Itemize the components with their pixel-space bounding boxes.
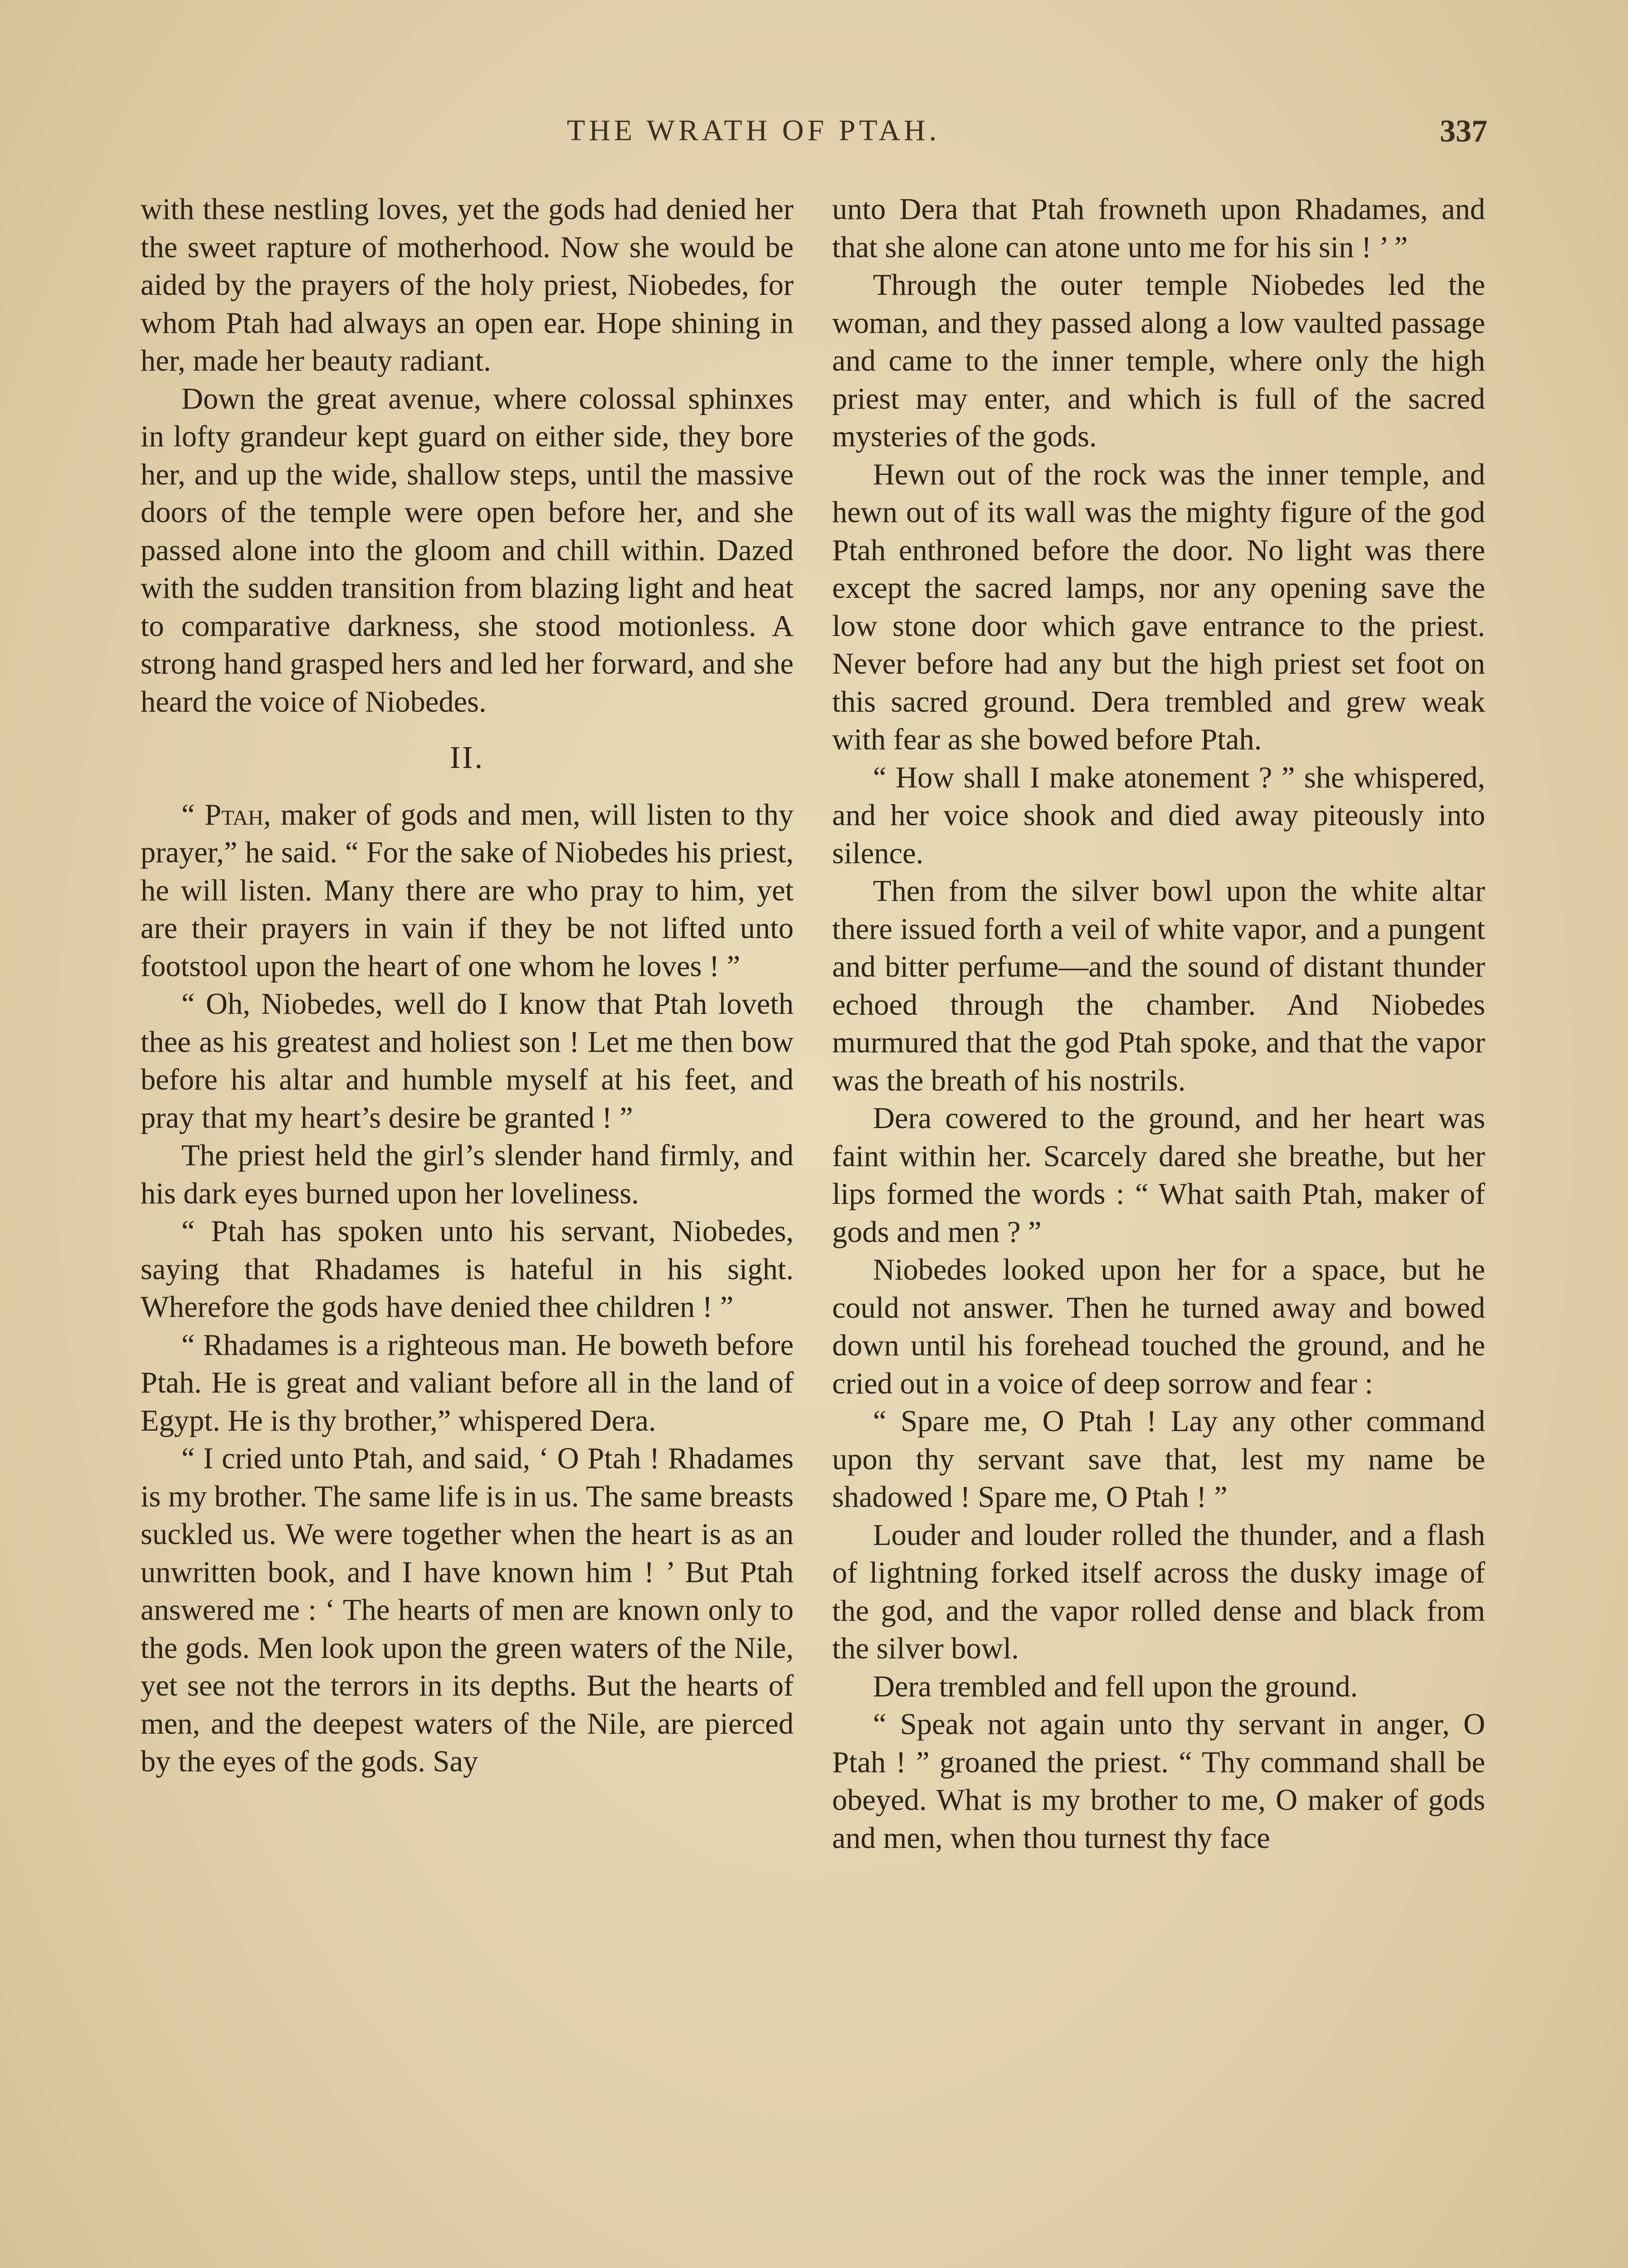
paragraph: “ Speak not again unto thy servant in anger, O Ptah ! ” groaned the priest. “ Thy command shall be obeyed. What is my brother to me, O maker of gods and men, when thou turnest thy face bbox=[832, 1708, 1485, 1855]
paragraph: “ Rhadames is a righteous man. He boweth before Ptah. He is great and valiant before all in the land of Egypt. He is thy brother,” whispered Dera. bbox=[141, 1328, 794, 1437]
paragraph: Louder and louder rolled the thunder, and a flash of lightning forked itself across the dusky image of the god, and the vapor rolled dense and black from the silver bowl. bbox=[832, 1518, 1485, 1665]
paragraph: Down the great avenue, where colossal sphinxes in lofty grandeur kept guard on either side, they bore her, and up the wide, shallow steps, until the massive doors of the temple were open before her, and she passed alone into the gloom and chill within. Dazed with the sudden transition from blazing light and heat to comparative darkness, she stood motionless. A strong hand grasped hers and led her forward, and she heard the voice of Niobedes. bbox=[141, 382, 794, 719]
paragraph: The priest held the girl’s slender hand firmly, and his dark eyes burned upon her loveliness. bbox=[141, 1139, 794, 1210]
paragraph: “ Spare me, O Ptah ! Lay any other command upon thy servant save that, lest my name be shadowed ! Spare me, O Ptah ! ” bbox=[832, 1405, 1485, 1514]
section-heading: II. bbox=[449, 740, 485, 775]
paragraph-rest: maker of gods and men, will listen to thy prayer,” he said. “ For the sake of Niobedes his priest, he will listen. Many there are who pray to him, yet are their prayers in vain if they be not lifted unto footstool upon the heart of one whom he loves ! ” bbox=[141, 798, 794, 983]
paragraph: Niobedes looked upon her for a space, but he could not answer. Then he turned away and bowed down until his forehead touched the ground, and he cried out in a voice of deep sorrow and fear : bbox=[832, 1253, 1485, 1400]
paragraph: “ Oh, Niobedes, well do I know that Ptah loveth thee as his greatest and holiest son ! Let me then bow before his altar and humble myself at his feet, and pray that my heart’s desire be granted ! ” bbox=[141, 987, 794, 1134]
paragraph: Dera cowered to the ground, and her heart was faint within her. Scarcely dared she breathe, but her lips formed the words : “ What saith Ptah, maker of gods and men ? ” bbox=[832, 1102, 1485, 1249]
paragraph: “ Ptah has spoken unto his servant, Niobedes, saying that Rhadames is hateful in his sight. Wherefore the gods have denied thee children ! ” bbox=[141, 1215, 794, 1324]
right-column bbox=[832, 191, 1485, 1857]
paragraph: unto Dera that Ptah frowneth upon Rhadames, and that she alone can atone unto me for his sin ! ’ ” bbox=[832, 193, 1485, 264]
page-number: 337 bbox=[1440, 114, 1487, 149]
paragraph: with these nestling loves, yet the gods had denied her the sweet rapture of motherhood. Now she would be aided by the prayers of the holy priest, Niobedes, for whom Ptah had always an open ear. Hope shining in her, made her beauty radiant. bbox=[141, 193, 794, 377]
paragraph: Through the outer temple Niobedes led the woman, and they passed along a low vaulted passage and came to the inner temple, where only the high priest may enter, and which is full of the sacred mysteries of the gods. bbox=[832, 269, 1485, 453]
paragraph: “ I cried unto Ptah, and said, ‘ O Ptah ! Rhadames is my brother. The same life is in us. The same breasts suckled us. We were together when the heart is as an unwritten book, and I have known him ! ’ But Ptah answered me : ‘ The hearts of men are known only to the gods. Men look upon the green waters of the Nile, yet see not the terrors in its depths. But the hearts of men, and the deepest waters of the Nile, are pierced by the eyes of the gods. Say bbox=[141, 1442, 794, 1778]
running-title: THE WRATH OF PTAH. bbox=[567, 114, 941, 147]
paragraph-lead: “ Ptah, bbox=[181, 798, 271, 831]
paragraph: Hewn out of the rock was the inner temple, and hewn out of its wall was the mighty figure of the god Ptah enthroned before the door. No light was there except the sacred lamps, nor any opening save the low stone door which gave entrance to the priest. Never before had any but the high priest set foot on this sacred ground. Dera trembled and grew weak with fear as she bowed before Ptah. bbox=[832, 458, 1485, 756]
page-header bbox=[0, 113, 1628, 168]
paragraph: Dera trembled and fell upon the ground. bbox=[873, 1670, 1358, 1703]
paragraph: Then from the silver bowl upon the white altar there issued forth a veil of white vapor, and a pungent and bitter perfume—and the sound of distant thunder echoed through the chamber. And Niobedes murmured that the god Ptah spoke, and that the vapor was the breath of his nostrils. bbox=[832, 875, 1485, 1097]
paragraph: “ How shall I make atonement ? ” she whispered, and her voice shook and died away piteously into silence. bbox=[832, 761, 1485, 870]
left-column bbox=[141, 191, 794, 1781]
paragraph bbox=[141, 796, 794, 986]
